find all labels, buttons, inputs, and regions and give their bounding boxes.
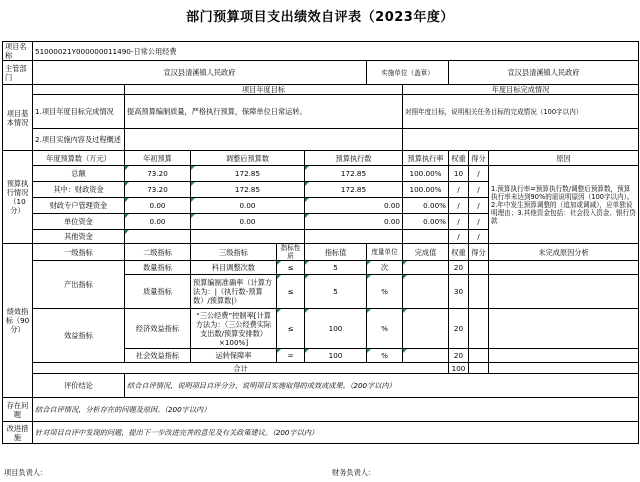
basic-section-label: 项目基本情况 [3, 85, 33, 151]
total-label: 合计 [33, 363, 449, 374]
budget-row-score: / [469, 166, 489, 182]
perf-row-target: 5 [305, 275, 367, 309]
perf-row-score [469, 275, 489, 309]
budget-header-label: 年度预算数（万元） [33, 151, 125, 166]
budget-row-executed: 172.85 [305, 182, 403, 198]
budget-row-initial: 0.00 [125, 198, 191, 214]
benefit-indicator-label: 效益指标 [33, 309, 125, 363]
completion-header: 年度目标完成情况 [403, 85, 639, 95]
budget-row-score: / [469, 198, 489, 214]
budget-row-label: 其他资金 [33, 230, 125, 244]
finance-leader-label: 财务负责人： [332, 468, 376, 477]
budget-row-adjusted: 0.00 [191, 214, 305, 230]
page-title: 部门预算项目支出绩效自评表（2023年度） [186, 10, 454, 25]
budget-header-adjusted: 调整后预算数 [191, 151, 305, 166]
annual-target-header: 项目年度目标 [125, 85, 403, 95]
problems-label: 存在问题 [3, 398, 33, 422]
perf-header-level1: 一级指标 [33, 244, 125, 261]
perf-row-level2: 社会效益指标 [125, 349, 191, 363]
budget-row-executed [305, 230, 403, 244]
perf-header-level2: 二级指标 [125, 244, 191, 261]
improvement-label: 改进措施 [3, 422, 33, 444]
evaluation-table [2, 41, 639, 444]
perf-header-nature: 指标性质 [277, 244, 305, 261]
perf-row-analysis [489, 309, 639, 349]
budget-row-rate: 0.00% [403, 214, 449, 230]
annual-target-text: 提高预算编制质量，严格执行预算，保障单位日常运转。 [125, 95, 403, 129]
perf-row-target: 100 [305, 349, 367, 363]
perf-row-unit: 次 [367, 261, 403, 275]
project-name-label: 项目名称 [3, 42, 33, 61]
perf-row-actual [403, 309, 449, 349]
budget-row-initial: 73.20 [125, 166, 191, 182]
budget-row-weight: 10 [449, 166, 469, 182]
budget-row-label: 总额 [33, 166, 125, 182]
basic-blank [33, 85, 125, 95]
budget-header-initial: 年初预算 [125, 151, 191, 166]
completion-text: 对照年度目标，说明相关任务目标的完成情况（100字以内） [403, 95, 639, 129]
perf-row-analysis [489, 349, 639, 363]
perf-row-nature: ≤ [277, 309, 305, 349]
perf-row-weight: 20 [449, 309, 469, 349]
budget-row-initial: 0.00 [125, 214, 191, 230]
problems-text: 结合自评情况，分析存在的问题及原因。（200字以内） [33, 398, 639, 422]
evaluation-text: 结合自评情况，说明项目自评分分，说明项目实施取得的成效或成果。（200字以内） [125, 374, 639, 398]
perf-header-score: 得分 [469, 244, 489, 261]
perf-row-score [469, 349, 489, 363]
budget-section-label: 预算执行情况（10分） [3, 151, 33, 244]
perf-row-level3: 预算编制准确率（计算方法为：|（执行数-预算数）/预算数|） [191, 275, 277, 309]
perf-header-level3: 三级指标 [191, 244, 277, 261]
perf-header-unit: 度量单位 [367, 244, 403, 261]
budget-header-rate: 预算执行率 [403, 151, 449, 166]
perf-row-level2: 数量指标 [125, 261, 191, 275]
perf-row-score [469, 261, 489, 275]
perf-row-weight: 20 [449, 261, 469, 275]
perf-row-score [469, 309, 489, 349]
project-leader-label: 项目负责人： [4, 468, 48, 477]
budget-header-reason: 原因 [489, 151, 639, 166]
total-analysis [489, 363, 639, 374]
target-row-label: 1.项目年度目标完成情况 [33, 95, 125, 129]
budget-row-adjusted: 172.85 [191, 166, 305, 182]
budget-row-adjusted: 172.85 [191, 182, 305, 198]
budget-row-rate: 0.00% [403, 198, 449, 214]
budget-row-weight: / [449, 198, 469, 214]
evaluation-label: 评价结论 [33, 374, 125, 398]
dept-label: 主管部门 [3, 61, 33, 85]
performance-section-label: 绩效指标（90分） [3, 244, 33, 398]
perf-row-level3: “三公经费”控制率[计算方法为：（三公经费实际支出数/预算安排数）×100%] [191, 309, 277, 349]
budget-header-score: 得分 [469, 151, 489, 166]
perf-row-actual [403, 275, 449, 309]
perf-row-nature: ≤ [277, 275, 305, 309]
perf-row-unit: % [367, 309, 403, 349]
budget-row-label: 其中：财政资金 [33, 182, 125, 198]
budget-row-weight: / [449, 214, 469, 230]
process-completion-cell [403, 129, 639, 151]
perf-row-weight: 30 [449, 275, 469, 309]
perf-row-target: 5 [305, 261, 367, 275]
perf-row-level2: 经济效益指标 [125, 309, 191, 349]
perf-row-actual [403, 261, 449, 275]
total-score [469, 363, 489, 374]
perf-row-unit: % [367, 349, 403, 363]
perf-row-level2: 质量指标 [125, 275, 191, 309]
dept-value: 宣汉县清溪镇人民政府 [33, 61, 367, 85]
budget-row-weight: / [449, 182, 469, 198]
budget-reason-text: 1.预算执行率=预算执行数/调整后预算数，预算执行率未达到90%的需说明原因（100字以内）。2.年中发生预算调整的（追加或调减），应单独说明理由；3.其他资金包括：社会投入资金、银行贷款 [489, 166, 639, 244]
budget-row-score: / [469, 182, 489, 198]
improvement-text: 针对项目自评中发现的问题，提出下一步改进完善的意见及有关政策建议。（200字以内） [33, 422, 639, 444]
unit-value: 宣汉县清溪镇人民政府 [449, 61, 639, 85]
budget-row-executed: 172.85 [305, 166, 403, 182]
budget-row-label: 财政专户管理资金 [33, 198, 125, 214]
unit-label: 实施单位（盖章） [367, 61, 449, 85]
perf-row-analysis [489, 261, 639, 275]
budget-row-adjusted: 0.00 [191, 198, 305, 214]
budget-row-score: / [469, 214, 489, 230]
budget-row-score: / [469, 230, 489, 244]
perf-row-target: 100 [305, 309, 367, 349]
perf-header-target: 指标值 [305, 244, 367, 261]
output-indicator-label: 产出指标 [33, 261, 125, 309]
budget-row-executed: 0.00 [305, 214, 403, 230]
project-name: 51000021Y000000011490-日常公用经费 [33, 42, 639, 61]
perf-row-level3: 科目调整次数 [191, 261, 277, 275]
perf-header-weight: 权重 [449, 244, 469, 261]
budget-row-rate: 100.00% [403, 182, 449, 198]
perf-row-unit: % [367, 275, 403, 309]
perf-row-nature: = [277, 349, 305, 363]
process-target-cell [125, 129, 403, 151]
budget-header-weight: 权重 [449, 151, 469, 166]
perf-row-level3: 运转保障率 [191, 349, 277, 363]
perf-header-analysis: 未完成原因分析 [489, 244, 639, 261]
budget-row-initial [125, 230, 191, 244]
budget-row-initial: 73.20 [125, 182, 191, 198]
perf-row-analysis [489, 275, 639, 309]
total-weight: 100 [449, 363, 469, 374]
perf-row-actual [403, 349, 449, 363]
budget-row-executed: 0.00 [305, 198, 403, 214]
process-row-label: 2.项目实施内容及过程概述 [33, 129, 125, 151]
budget-row-rate [403, 230, 449, 244]
perf-row-nature: ≤ [277, 261, 305, 275]
budget-header-executed: 预算执行数 [305, 151, 403, 166]
budget-row-rate: 100.00% [403, 166, 449, 182]
budget-row-adjusted [191, 230, 305, 244]
perf-row-weight: 20 [449, 349, 469, 363]
budget-row-weight: / [449, 230, 469, 244]
budget-row-label: 单位资金 [33, 214, 125, 230]
perf-header-actual: 完成值 [403, 244, 449, 261]
